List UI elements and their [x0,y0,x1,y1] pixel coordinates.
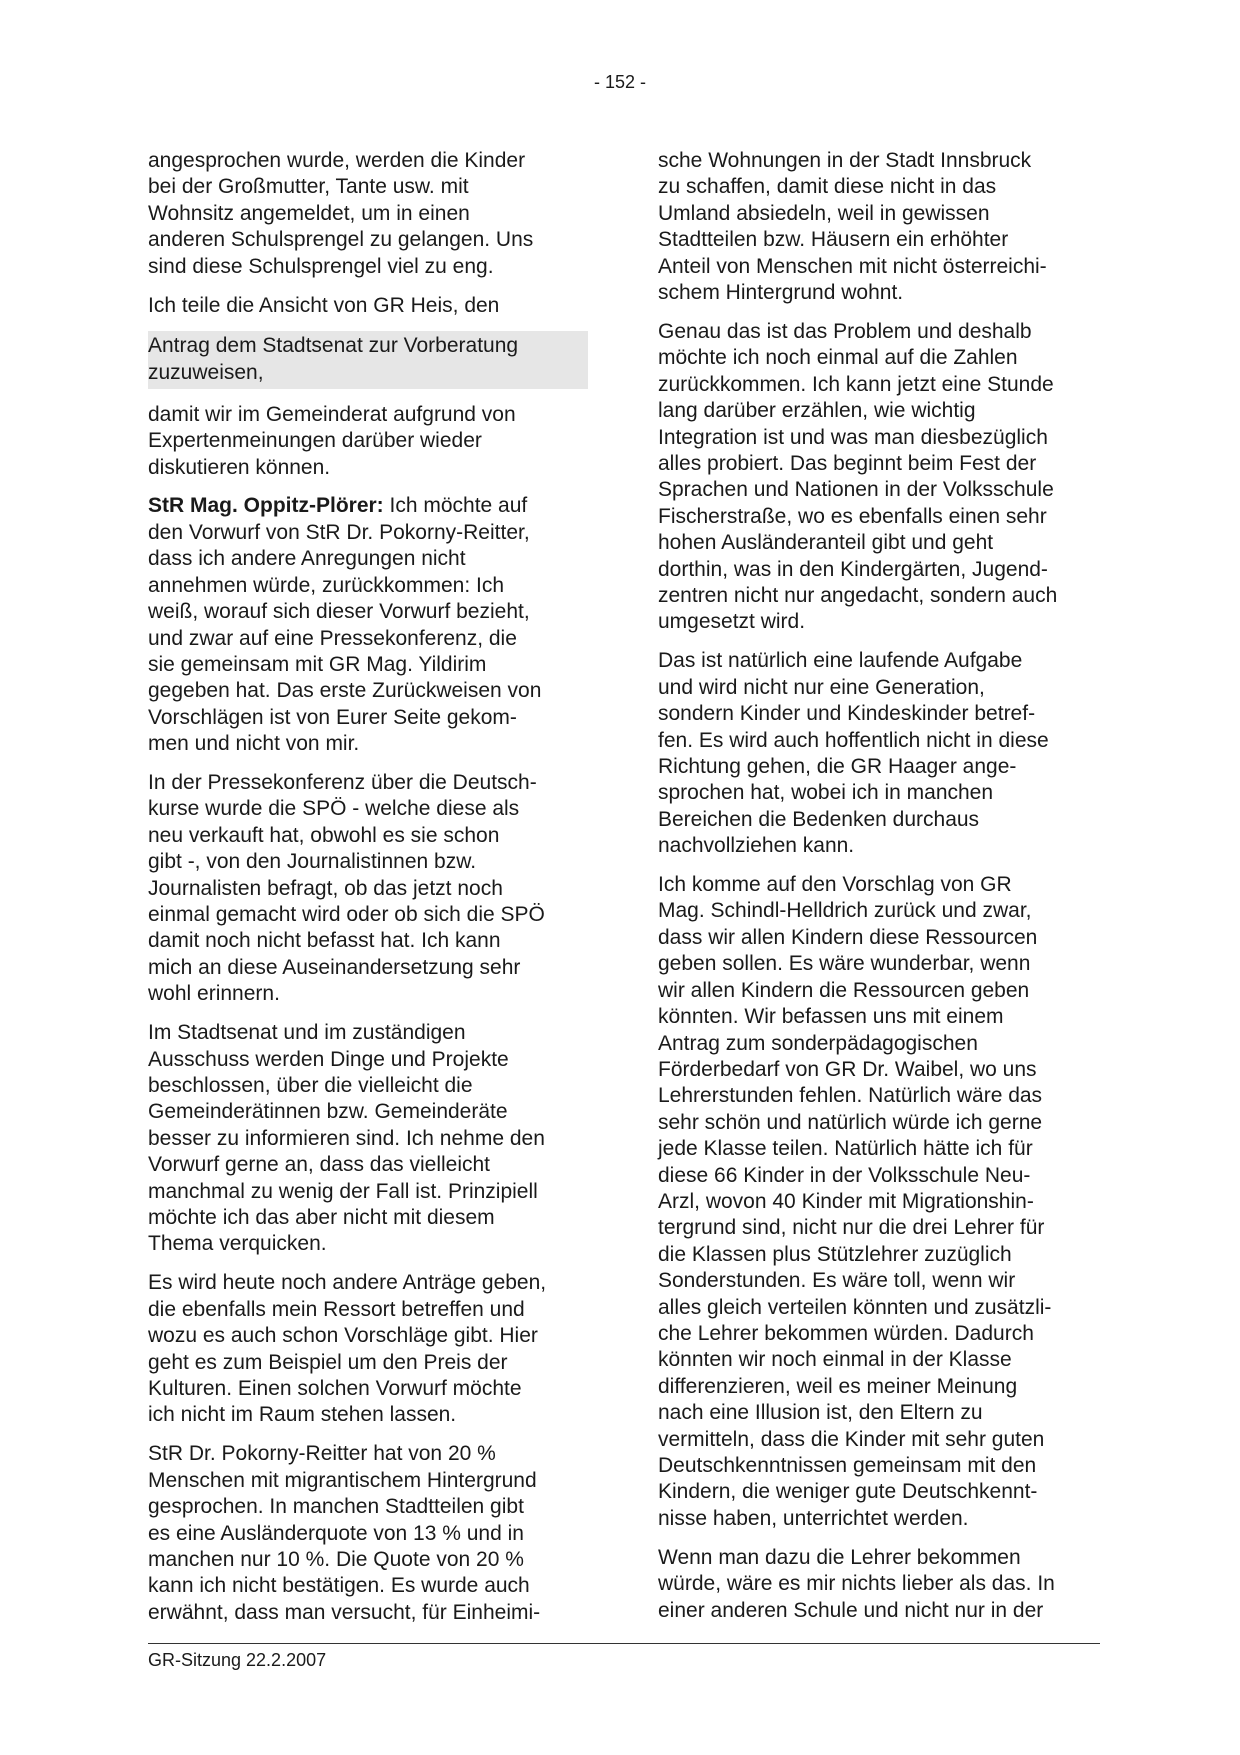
paragraph [148,1441,588,1626]
text-line: anderen Schulsprengel zu gelangen. Uns [148,228,534,252]
text-line: bei der Großmutter, Tante usw. mit [148,175,469,199]
text-line: sche Wohnungen in der Stadt Innsbruck [658,149,1032,172]
text-line: erwähnt, dass man versucht, für Einheimi- [148,1600,541,1624]
text-line: alles probiert. Das beginnt beim Fest der [658,451,1037,475]
text-line: Es wird heute noch andere Anträge geben, [148,1271,547,1295]
text-line: neu verkauft hat, obwohl es sie schon [148,823,500,847]
text-line: Anteil von Menschen mit nicht österreichi- [658,254,1047,278]
paragraph [148,1270,588,1428]
page-number: - 152 - [593,72,647,92]
text-line: wir allen Kindern die Ressourcen geben [658,978,1030,1002]
text-line: nach eine Illusion ist, den Eltern zu [658,1401,983,1425]
text-line: könnten. Wir befassen uns mit einem [658,1005,1004,1029]
text-line: mich an diese Auseinandersetzung sehr [148,955,521,979]
text-line: möchte ich das aber nicht mit diesem [148,1206,495,1230]
text-line: StR Dr. Pokorny-Reitter hat von 20 % [148,1442,496,1466]
text-line: besser zu informieren sind. Ich nehme den [148,1126,545,1150]
text-line: Lehrerstunden fehlen. Natürlich wäre das [658,1084,1043,1108]
text-line: und zwar auf eine Pressekonferenz, die [148,626,517,650]
text-line: Mag. Schindl-Helldrich zurück und zwar, [658,899,1032,923]
text-line: Thema verquicken. [148,1232,327,1256]
text-line: damit wir im Gemeinderat aufgrund von [148,402,516,426]
text-line: Sprachen und Nationen in der Volksschule [658,478,1054,502]
text-line: Antrag dem Stadtsenat zur Vorberatung [148,334,519,358]
paragraph [658,148,1098,306]
text-line: zuzuweisen, [148,360,264,384]
text-line: einer anderen Schule und nicht nur in der [658,1598,1044,1622]
text-line: tergrund sind, nicht nur die drei Lehrer für [658,1216,1045,1240]
text-line: und wird nicht nur eine Generation, [658,675,985,699]
text-line: Deutschkenntnissen gemeinsam mit den [658,1454,1037,1477]
text-line: nisse haben, unterrichtet werden. [658,1506,969,1530]
text-line: che Lehrer bekommen würden. Dadurch [658,1321,1034,1345]
text-line: Kulturen. Einen solchen Vorwurf möchte [148,1376,522,1400]
text-line: Ich teile die Ansicht von GR Heis, den [148,293,500,317]
text-line: Menschen mit migrantischem Hintergrund [148,1468,537,1492]
text-line: Das ist natürlich eine laufende Aufgabe [658,649,1023,673]
text-line: die Klassen plus Stützlehrer zuzüglich [658,1242,1012,1266]
text-line: wozu es auch schon Vorschläge gibt. Hier [148,1324,538,1348]
paragraph [148,770,588,1008]
text-line: Wenn man dazu die Lehrer bekommen [658,1545,1021,1569]
text-line: würde, wäre es mir nichts lieber als das. In [658,1572,1055,1596]
text-line: jede Klasse teilen. Natürlich hätte ich für [658,1137,1033,1161]
text-fragment: Ich möchte auf [383,494,528,518]
motion-highlight [148,331,588,389]
text-line: hohen Ausländeranteil gibt und geht [658,531,994,555]
text-line: weiß, worauf sich dieser Vorwurf bezieht, [148,600,530,624]
paragraph [658,648,1098,859]
text-line: diese 66 Kinder in der Volksschule Neu- [658,1163,1031,1187]
text-line: zu schaffen, damit diese nicht in das [658,175,997,199]
text-line: In der Pressekonferenz über die Deutsch- [148,771,537,795]
text-line: Im Stadtsenat und im zuständigen [148,1021,466,1045]
speaker-paragraph [148,493,588,757]
text-line: differenzieren, weil es meiner Meinung [658,1374,1018,1398]
text-line: sondern Kinder und Kindeskinder betref- [658,702,1036,726]
text-line: geht es zum Beispiel um den Preis der [148,1350,508,1374]
text-line: wohl erinnern. [148,982,280,1006]
text-line: möchte ich noch einmal auf die Zahlen [658,346,1018,370]
text-line: dass ich andere Anregungen nicht [148,547,466,571]
text-line: dass wir allen Kindern diese Ressourcen [658,925,1038,949]
text-line: Wohnsitz angemeldet, um in einen [148,201,470,225]
text-line: umgesetzt wird. [658,610,806,634]
text-line: alles gleich verteilen könnten und zusätzli- [658,1295,1052,1319]
footer-session-date: GR-Sitzung 22.2.2007 [148,1650,327,1670]
text-line: Journalisten befragt, ob das jetzt noch [148,876,503,900]
paragraph [148,293,588,319]
text-line: Stadtteilen bzw. Häusern ein erhöhter [658,228,1009,252]
left-column [148,148,588,1639]
text-line: einmal gemacht wird oder ob sich die SPÖ [148,903,545,927]
text-line: könnten wir noch einmal in der Klasse [658,1348,1012,1372]
text-line: manchmal zu wenig der Fall ist. Prinzipiell [148,1179,538,1203]
text-line: Bereichen die Bedenken durchaus [658,807,980,831]
text-line: Genau das ist das Problem und deshalb [658,319,1032,343]
text-line: manchen nur 10 %. Die Quote von 20 % [148,1547,524,1571]
text-line: beschlossen, über die vielleicht die [148,1074,473,1097]
text-line: gegeben hat. Das erste Zurückweisen von [148,679,542,703]
text-line: zentren nicht nur angedacht, sondern auch [658,584,1058,607]
text-line: zurückkommen. Ich kann jetzt eine Stunde [658,372,1054,396]
text-line: schem Hintergrund wohnt. [658,281,904,305]
text-line: dorthin, was in den Kindergärten, Jugend- [658,557,1048,581]
text-line: Expertenmeinungen darüber wieder [148,429,482,453]
text-line: Fischerstraße, wo es ebenfalls einen sehr [658,504,1047,528]
text-line: Umland absiedeln, weil in gewissen [658,201,990,225]
text-line: es eine Ausländerquote von 13 % und in [148,1521,524,1545]
paragraph [148,148,588,280]
text-line: Integration ist und was man diesbezüglich [658,425,1048,449]
text-line: Vorschlägen ist von Eurer Seite gekom- [148,705,517,729]
paragraph [658,872,1098,1532]
text-line: Ausschuss werden Dinge und Projekte [148,1047,509,1071]
text-line: ich nicht im Raum stehen lassen. [148,1403,457,1427]
text-line: kann ich nicht bestätigen. Es wurde auch [148,1574,530,1598]
paragraph [658,1545,1098,1624]
text-line: Vorwurf gerne an, dass das vielleicht [148,1153,491,1177]
text-line: kurse wurde die SPÖ - welche diese als [148,797,520,821]
paragraph [658,319,1098,636]
paragraph [148,402,588,481]
text-line: gibt -, von den Journalistinnen bzw. [148,850,477,874]
text-line: Ich komme auf den Vorschlag von GR [658,873,1012,897]
text-line: damit noch nicht befasst hat. Ich kann [148,929,501,953]
text-line: sie gemeinsam mit GR Mag. Yildirim [148,652,487,676]
text-line: Antrag zum sonderpädagogischen [658,1031,978,1055]
text-line: Richtung gehen, die GR Haager ange- [658,754,1017,778]
text-line: den Vorwurf von StR Dr. Pokorny-Reitter, [148,520,530,544]
text-line: fen. Es wird auch hoffentlich nicht in diese [658,728,1049,752]
text-line: sehr schön und natürlich würde ich gerne [658,1110,1043,1134]
text-line [148,493,588,519]
text-line: men und nicht von mir. [148,732,360,756]
text-line: angesprochen wurde, werden die Kinder [148,149,526,172]
text-line: Gemeinderätinnen bzw. Gemeinderäte [148,1100,508,1124]
text-line: Sonderstunden. Es wäre toll, wenn wir [658,1269,1016,1293]
text-line: geben sollen. Es wäre wunderbar, wenn [658,952,1031,976]
paragraph [148,1020,588,1258]
text-line: vermitteln, dass die Kinder mit sehr guten [658,1427,1045,1451]
text-line: annehmen würde, zurückkommen: Ich [148,573,505,597]
right-column [658,148,1098,1636]
text-line: nachvollziehen kann. [658,834,855,858]
text-line: gesprochen. In manchen Stadtteilen gibt [148,1495,524,1519]
text-line: sind diese Schulsprengel viel zu eng. [148,254,494,278]
footer-divider [148,1643,1100,1644]
text-line: lang darüber erzählen, wie wichtig [658,399,976,423]
text-line: Förderbedarf von GR Dr. Waibel, wo uns [658,1057,1037,1081]
text-line: Arzl, wovon 40 Kinder mit Migrationshin- [658,1189,1034,1213]
text-line: sprochen hat, wobei ich in manchen [658,781,994,805]
text-line: diskutieren können. [148,455,331,479]
speaker-name: StR Mag. Oppitz-Plörer: [148,494,384,518]
text-line: die ebenfalls mein Ressort betreffen und [148,1297,525,1321]
text-line: Kindern, die weniger gute Deutschkennt- [658,1480,1038,1504]
